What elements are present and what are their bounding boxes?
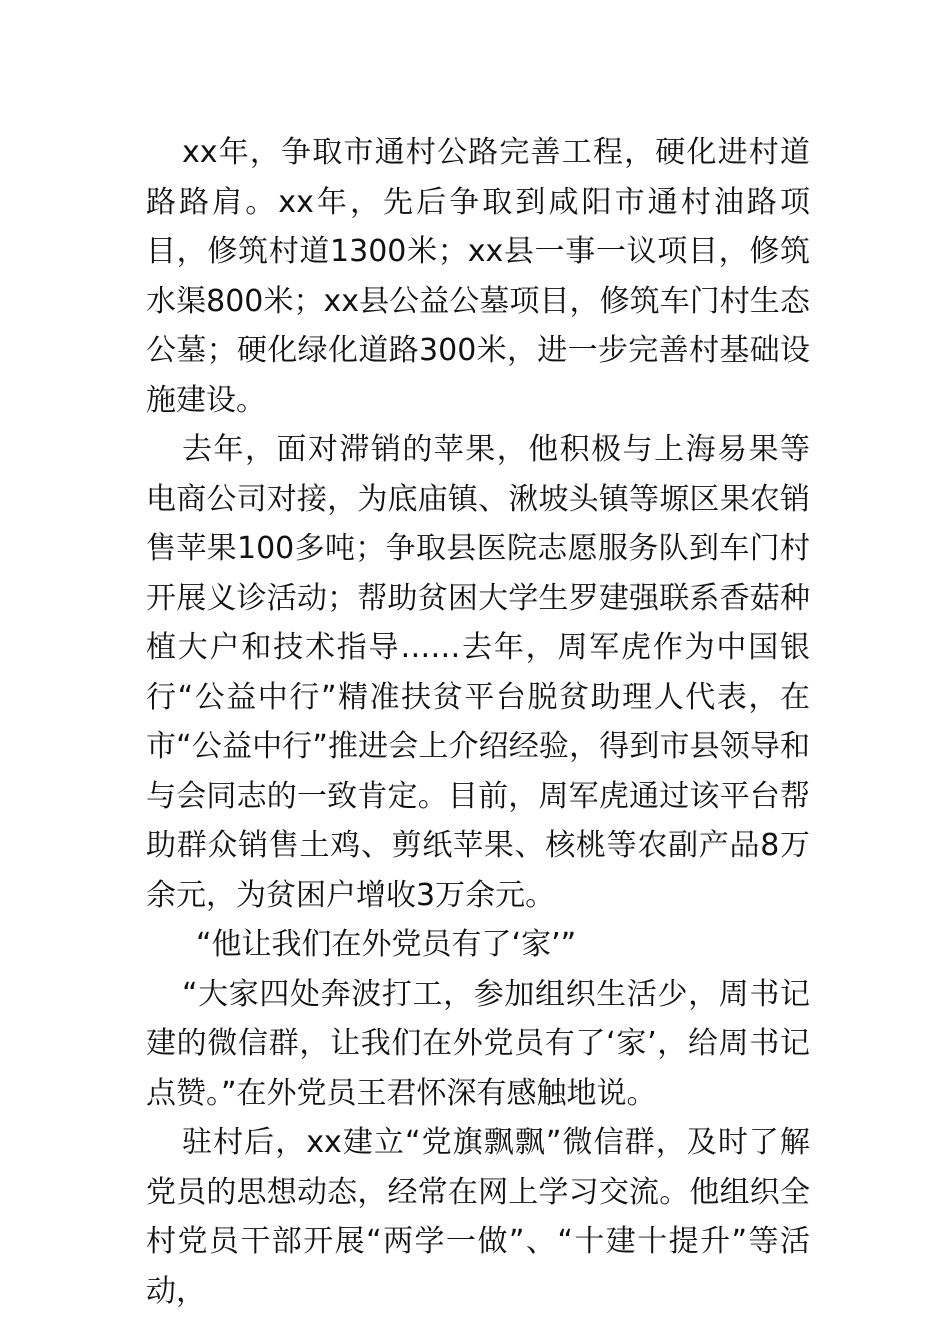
paragraph-wechat-group: 驻村后，xx建立“党旗飘飘”微信群，及时了解党员的思想动态，经常在网上学习交流。他组织全村党员干部开展“两学一做”、“十建十提升”等活动，: [146, 1125, 810, 1309]
paragraph-apple-sales: 去年，面对滞销的苹果，他积极与上海易果等电商公司对接，为底庙镇、湫坡头镇等塬区果农销售苹果100多吨；争取县医院志愿服务队到车门村开展义诊活动；帮助贫困大学生罗建强联系香菇种植大户和技术指导……去年，周军虎作为中国银行“公益中行”精准扶贫平台脱贫助理人代表，在市“公益中行”推进会上介绍经验，得到市县领导和与会同志的一致肯定。目前，周军虎通过该平台帮助群众销售土鸡、剪纸苹果、核桃等农副产品8万余元，为贫困户增收3万余元。: [146, 432, 810, 913]
paragraph-party-member-quote: “大家四处奔波打工，参加组织生活少，周书记建的微信群，让我们在外党员有了‘家’，给周书记点赞。”在外党员王君怀深有感触地说。: [146, 976, 810, 1111]
paragraph-infrastructure: xx年，争取市通村公路完善工程，硬化进村道路路肩。xx年，先后争取到咸阳市通村油路项目，修筑村道1300米；xx县一事一议项目，修筑水渠800米；xx县公益公墓项目，修筑车门村生态公墓；硬化绿化道路300米，进一步完善村基础设施建设。: [146, 135, 810, 418]
document-body: [146, 128, 810, 1316]
section-heading-quote: “他让我们在外党员有了‘家’”: [196, 927, 577, 962]
